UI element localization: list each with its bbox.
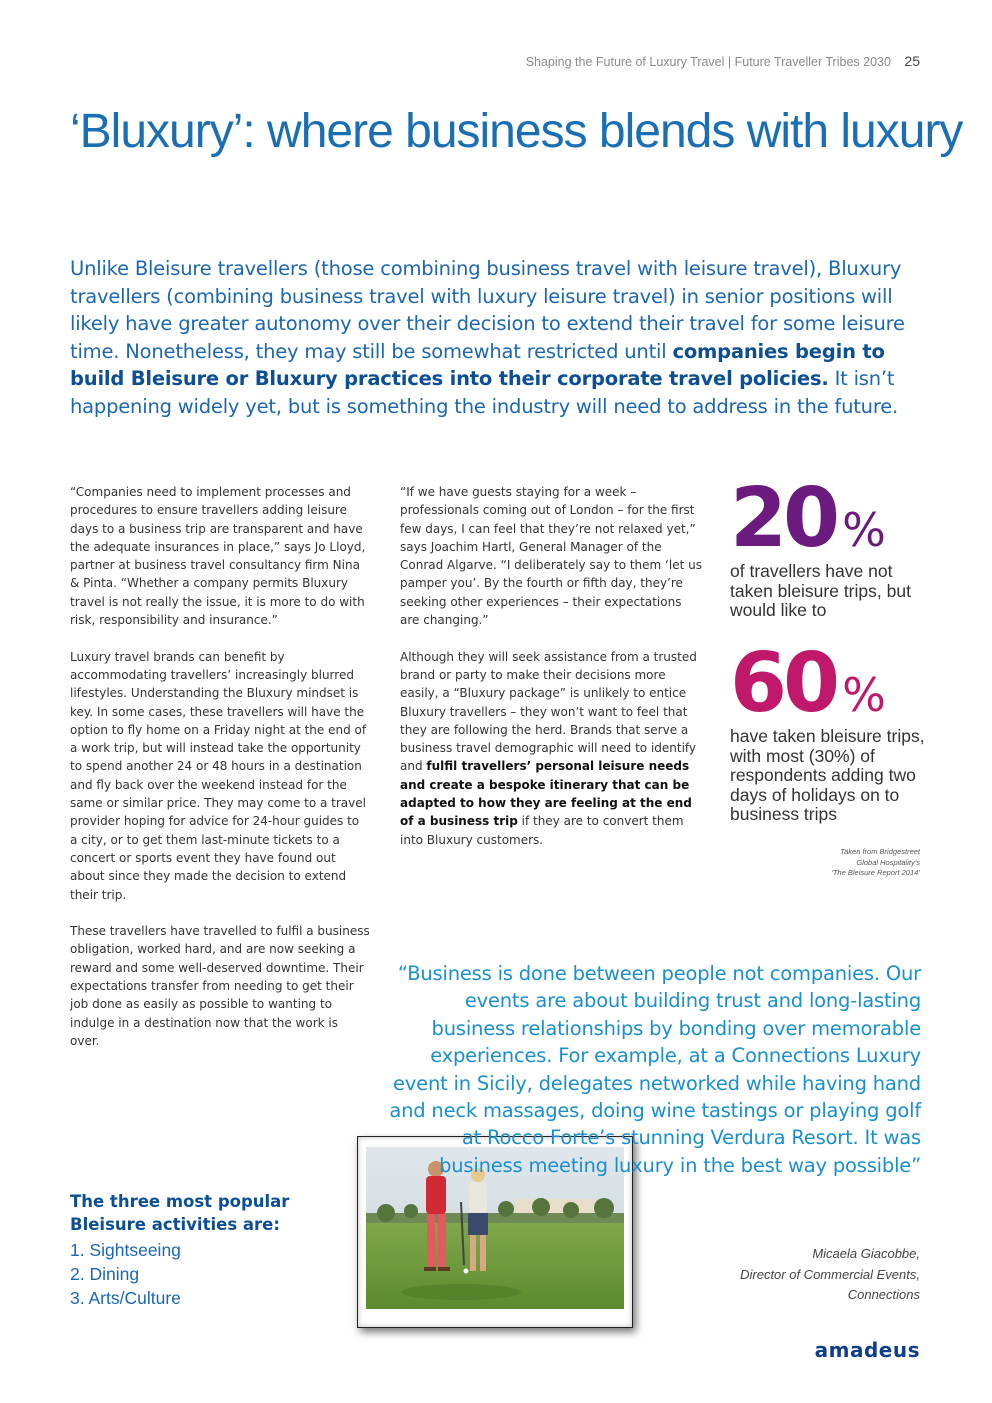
body-paragraph: Luxury travel brands can benefit by accommodating travellers’ increasingly blurred lifestyles. Understanding the Bluxury mindset is key. In some cases, these travellers will have the option to fly home on a Friday night at the end of a work trip, but will instead take the opportunity to spend another 24 or 48 hours in a destination and fly back over the weekend instead for the same or similar price. They may come to a travel provider hoping for advice for 24-hour guides to a city, or to get them last-minute tickets to a concert or sports event they have found out about since they made the decision to extend their trip.	[70, 649, 367, 902]
pull-quote: “Business is done between people not companies. Our events are about building trust and long-lasting business relationships by bonding over memorable experiences. For example, at a Connections Luxury event in Sicily, delegates networked while having hand and neck massages, doing wine tastings or playing golf at Rocco Forte’s stunning Verdura Resort. It was business meeting luxury in the best way possible”	[389, 962, 921, 1177]
page-number: 25	[904, 53, 920, 69]
activities-list	[70, 1238, 320, 1310]
source-line: ‘The Bleisure Report 2014’	[831, 868, 920, 877]
body-column-left	[70, 483, 370, 1069]
bleisure-activities-box	[70, 1190, 320, 1310]
amadeus-logo: amadeus	[814, 1338, 920, 1362]
paragraph-tail: if they are to convert them into Bluxury customers.	[400, 814, 684, 847]
body-paragraph: These travellers have travelled to fulfil a business obligation, worked hard, and are now seeking a reward and some well-deserved downtime. Their expectations transfer from needing to get their job done as easily as possible to wanting to indulge in a destination now that the work is over.	[70, 924, 370, 1048]
stat-figure	[730, 471, 930, 566]
stat-block-20	[730, 471, 930, 621]
stat-unit: %	[842, 668, 886, 722]
intro-lead: Unlike Bleisure travellers (those combining business travel with leisure travel), Bluxury travellers (combining business travel with luxury leisure travel) in senior positions will likely have greater autonomy over their decision to extend their travel for some leisure time. Nonetheless, they may still be somewhat restricted until	[70, 257, 905, 363]
intro-tail: It isn’t happening widely yet, but is something the industry will need to address in the future.	[70, 367, 899, 418]
body-paragraph	[400, 648, 702, 849]
list-item: 2. Dining	[70, 1264, 140, 1284]
paragraph-lead: Although they will seek assistance from a trusted brand or party to make their decisions more easily, a “Bluxury package” is unlikely to entice Bluxury travellers – they won’t want to feel that they are following the herd. Brands that serve a business travel demographic will need to identify and	[400, 649, 697, 774]
running-header	[526, 53, 920, 69]
stat-unit: %	[842, 503, 886, 557]
list-item: 3. Arts/Culture	[70, 1288, 181, 1308]
activities-heading-line: The three most popular	[70, 1192, 290, 1211]
stat-description: of travellers have not taken bleisure trips, but would like to	[730, 561, 911, 620]
stat-figure	[730, 636, 930, 731]
running-title: Shaping the Future of Luxury Travel | Future Traveller Tribes 2030	[525, 55, 891, 69]
activities-heading	[70, 1190, 320, 1236]
stat-value: 60	[730, 636, 837, 731]
intro-highlight: companies begin to build Bleisure or Bluxury practices into their corporate travel policies.	[70, 339, 885, 391]
body-paragraph: “If we have guests staying for a week – professionals coming out of London – for the first few days, I can feel that they’re not relaxed yet,” says Joachim Hartl, General Manager of the Conrad Algarve. “I deliberately say to them ‘let us pamper you’. By the fourth or fifth day, they’re seeking other experiences – their expectations are changing.”	[400, 485, 702, 628]
intro-paragraph	[70, 255, 915, 421]
body-paragraph: “Companies need to implement processes and procedures to ensure travellers adding leisure days to a business trip are transparent and have the adequate insurances in place,” says Jo Lloyd, partner at business travel consultancy firm Nina & Pinta. “Whether a company permits Bluxury travel is not really the issue, it is more to do with risk, responsibility and insurance.”	[70, 485, 366, 628]
list-item: 1. Sightseeing	[70, 1240, 181, 1260]
attribution-role: Director of Commercial Events,	[740, 1266, 920, 1282]
attribution-name: Micaela Giacobbe,	[812, 1246, 920, 1261]
source-line: Global Hospitality’s	[856, 857, 920, 867]
stat-description: have taken bleisure trips, with most (30%) of respondents adding two days of holidays on to business trips	[730, 726, 925, 824]
stat-block-60	[730, 636, 930, 825]
stat-source-note	[740, 847, 920, 879]
activities-heading-line: Bleisure activities are:	[70, 1215, 280, 1234]
stat-value: 20	[730, 471, 837, 566]
quote-attribution	[670, 1244, 920, 1306]
body-column-middle	[400, 483, 702, 867]
source-line: Taken from Bridgestreet	[840, 847, 920, 856]
attribution-org: Connections	[847, 1287, 920, 1302]
page-title: ‘Bluxury’: where business blends with luxury	[70, 105, 963, 158]
paragraph-highlight: fulfil travellers’ personal leisure needs and create a bespoke itinerary that can be adapted to how they are feeling at the end of a business trip	[400, 759, 692, 829]
